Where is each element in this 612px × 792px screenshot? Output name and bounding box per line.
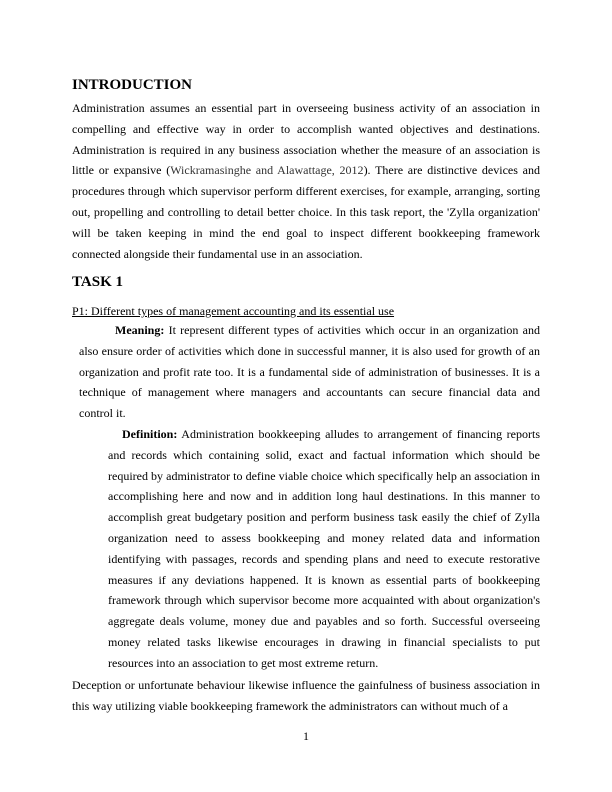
page-number: 1 [303, 729, 309, 743]
deception-paragraph: Deception or unfortunate behaviour likewise influence the gainfulness of business association in this way utilizing viable bookkeeping framework the administrators can without much of a [72, 678, 540, 713]
introduction-text-end: ). There are distinctive devices and procedures through which supervisor perform different exercises, for example, arranging, sorting out, propelling and controlling to detail better choice. In this task report, the 'Zylla organization' will be taken keeping in mind the end goal to inspect different bookkeeping framework connected alongside their fundamental use in an association. [72, 163, 540, 261]
definition-paragraph [108, 424, 540, 674]
definition-text: Administration bookkeeping alludes to arrangement of financing reports and records which containing solid, exact and factual information which should be required by administrator to define viable choice which specifically help an association in accomplishing here and now and in addition long haul destinations. In this manner to accomplish great budgetary position and perform business task easily the chief of Zylla organization need to assess bookkeeping and money related data and information identifying with passages, records and spending plans and need to execute restorative measures if any deviations happened. It is known as essential parts of bookkeeping framework through which supervisor become more acquainted with about organization's aggregate deals volume, money due and payables and so forth. Successful overseeing money related tasks likewise encourages in drawing in financial specialists to put resources into an association to get most extreme return. [108, 427, 540, 670]
meaning-label: Meaning: [115, 323, 165, 337]
meaning-paragraph [79, 320, 540, 424]
citation: Wickramasinghe and Alawattage, 2012 [170, 163, 364, 178]
meaning-text: It represent different types of activities which occur in an organization and also ensure order of activities which done in successful manner, it is also used for growth of an organization and profit rate too. It is a fundamental side of administration of businesses. It is a technique of management where managers and accountants can secure financial data and control it. [79, 323, 540, 421]
introduction-text-start: Administration assumes an essential part in overseeing business activity of an association in compelling and effective way in order to accomplish wanted objectives and destinations. Administration is required in any business association whether the measure of an association is little or expansive ( [72, 101, 540, 178]
task-heading: TASK 1 [72, 274, 123, 290]
introduction-paragraph [72, 98, 540, 264]
introduction-heading: INTRODUCTION [72, 77, 193, 93]
task-subheading: P1: Different types of management accounting and its essential use [72, 304, 395, 318]
definition-label: Definition: [122, 427, 178, 441]
